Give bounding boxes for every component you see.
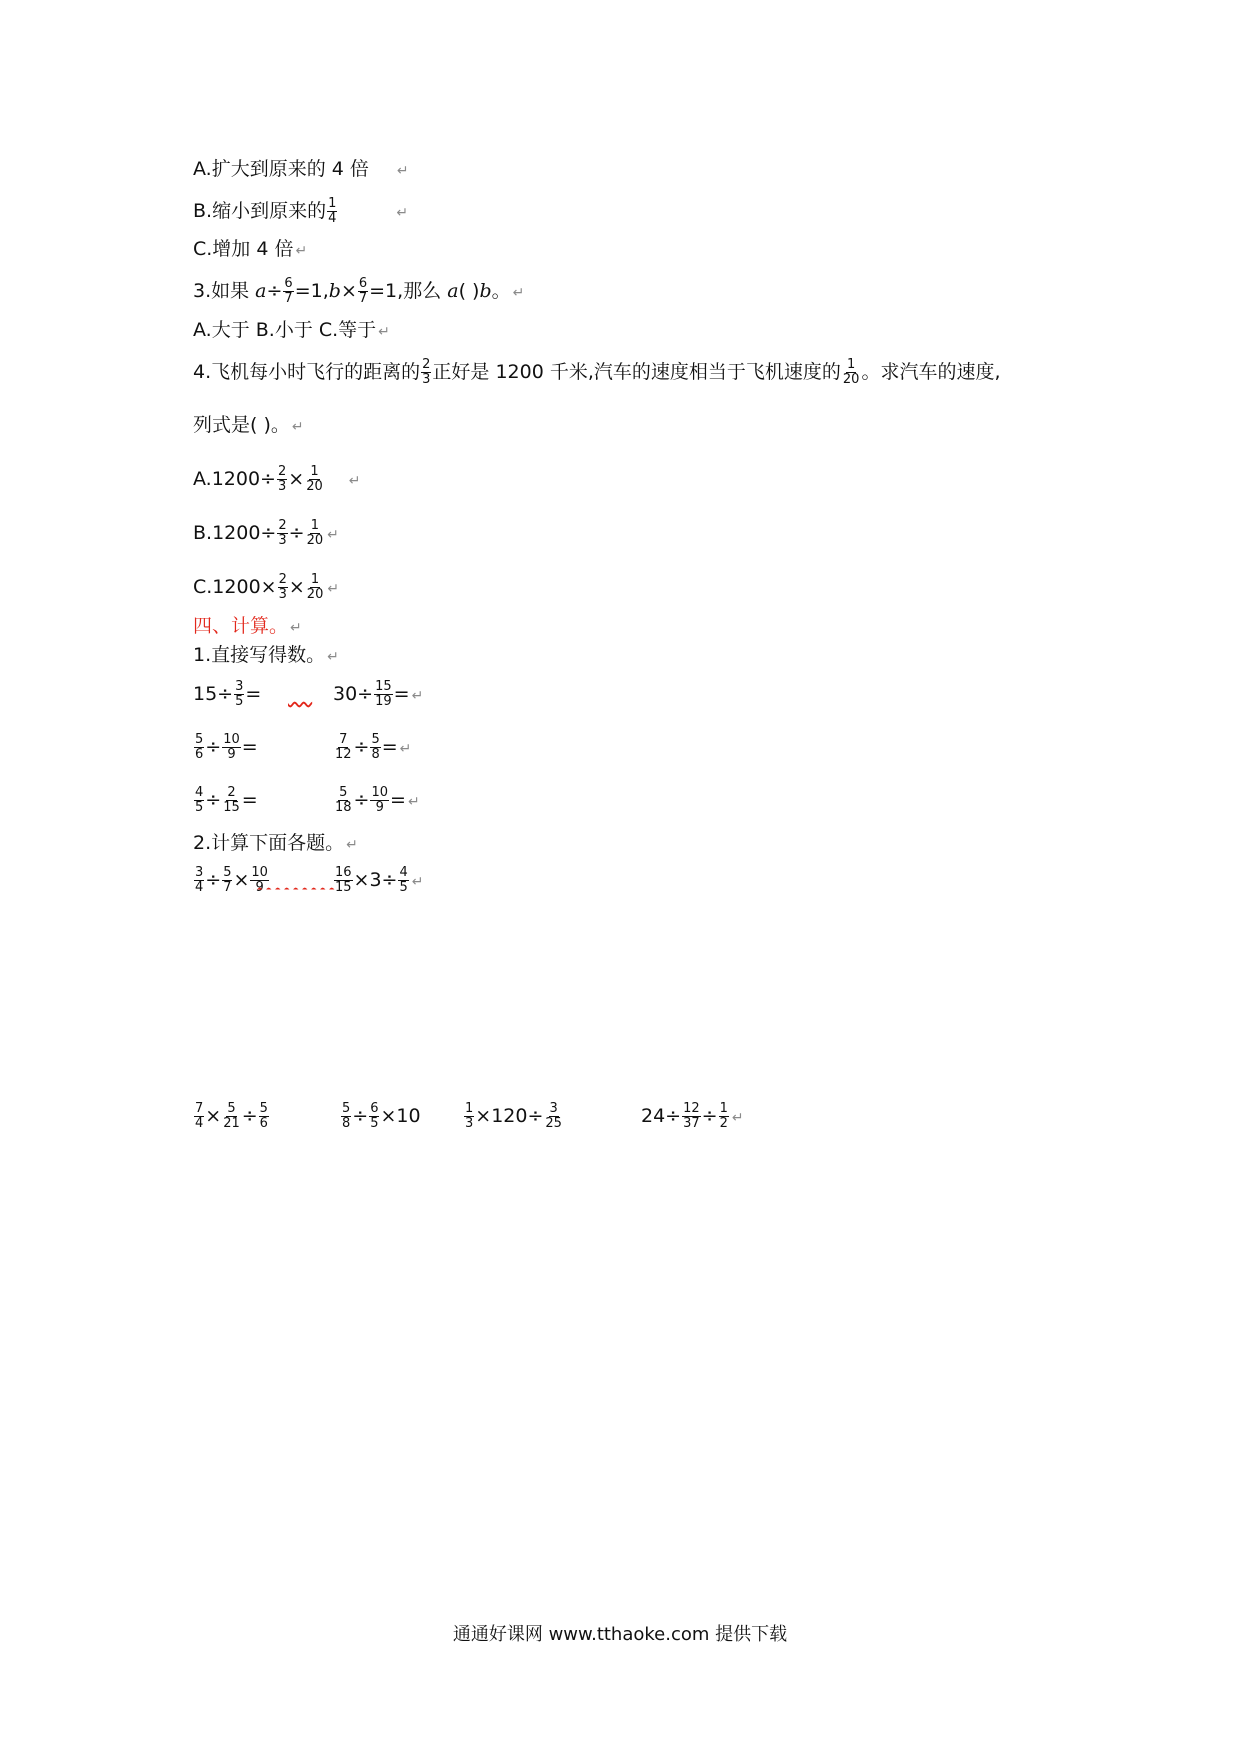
q4-option-c: C.1200× $\frac{2}{3}$ × $\frac{1}{20}$ ↵ (193, 572, 340, 602)
q2-option-c: C.增加 4 倍 ↵ (193, 238, 308, 260)
q4-question: 4.飞机每小时飞行的距离的 $\frac{2}{3}$ 正好是 1200 千米,汽车的速度相当于飞机速度的 $\frac{1}{20}$ 。求汽车的速度, (193, 357, 1001, 387)
q3-options: A.大于 B.小于 C.等于 ↵ (193, 319, 390, 341)
q2-option-a: A.扩大到原来的 4 倍 ↵ (193, 158, 409, 180)
q2-option-b: B.缩小到原来的 $\frac{1}{4}$ ↵ (193, 196, 409, 226)
footer-text: 通通好课网 www.tthaoke.com 提供下载 (452, 1624, 788, 1645)
q4-question-line2: 列式是( )。 ↵ (193, 414, 304, 436)
q4-option-b: B.1200÷ $\frac{2}{3}$ ÷ $\frac{1}{20}$ ↵ (193, 518, 339, 548)
subsection-calculate: 2.计算下面各题。 ↵ (193, 832, 358, 854)
q4-option-a: A.1200÷ $\frac{2}{3}$ × $\frac{1}{20}$ ↵ (193, 464, 361, 494)
section-heading: 四、计算。 ↵ (193, 615, 302, 637)
fraction: $\frac{1}{4}$ (328, 196, 337, 226)
q3-question: 3.如果 a÷ $\frac{6}{7}$ =1,b× $\frac{6}{7}$ =1,那么 a( )b。 ↵ (193, 276, 525, 306)
subsection-direct-answers: 1.直接写得数。 ↵ (193, 644, 339, 666)
